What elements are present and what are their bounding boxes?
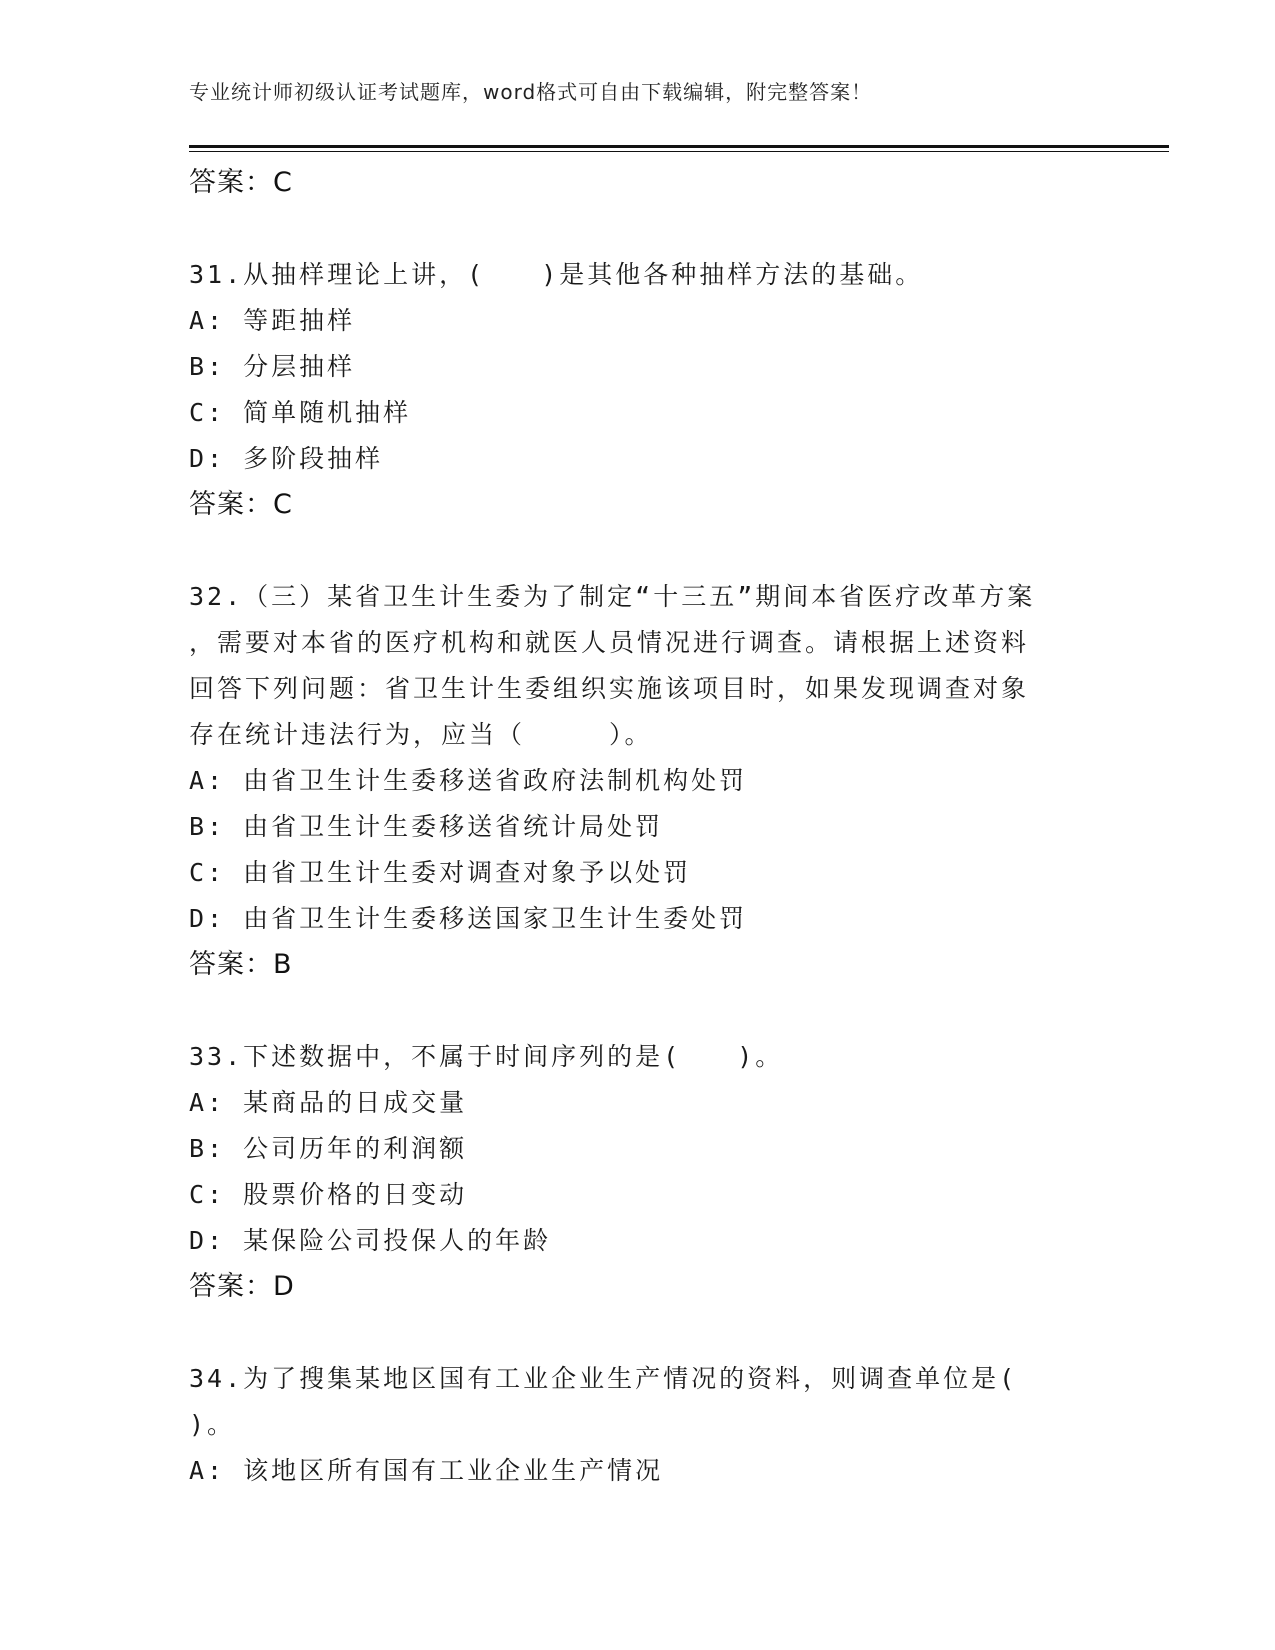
question-text-line-4: 存在统计违法行为，应当（ ）。 xyxy=(189,720,653,749)
header-rule-thin xyxy=(189,151,1169,152)
option-a: A: 等距抽样 xyxy=(189,306,356,335)
spacer xyxy=(189,528,1089,574)
document-content xyxy=(189,160,1089,1494)
spacer xyxy=(189,206,1089,252)
option-d: D: 某保险公司投保人的年龄 xyxy=(189,1226,552,1255)
option-c: C: 股票价格的日变动 xyxy=(189,1180,468,1209)
previous-answer: 答案：C xyxy=(189,167,293,198)
spacer xyxy=(189,988,1089,1034)
option-d: D: 多阶段抽样 xyxy=(189,444,384,473)
question-32 xyxy=(189,574,1089,988)
answer: 答案：C xyxy=(189,489,293,520)
question-text-line-1: 32.（三）某省卫生计生委为了制定“十三五”期间本省医疗改革方案 xyxy=(189,582,1036,611)
option-b: B: 由省卫生计生委移送省统计局处罚 xyxy=(189,812,664,841)
question-33 xyxy=(189,1034,1089,1310)
question-text: 31.从抽样理论上讲，( )是其他各种抽样方法的基础。 xyxy=(189,260,924,289)
answer: 答案：D xyxy=(189,1271,295,1302)
option-b: B: 公司历年的利润额 xyxy=(189,1134,468,1163)
option-d: D: 由省卫生计生委移送国家卫生计生委处罚 xyxy=(189,904,748,933)
option-c: C: 简单随机抽样 xyxy=(189,398,412,427)
page-header: 专业统计师初级认证考试题库，word格式可自由下载编辑，附完整答案！ xyxy=(189,80,873,104)
spacer xyxy=(189,1310,1089,1356)
question-31 xyxy=(189,252,1089,528)
option-b: B: 分层抽样 xyxy=(189,352,356,381)
question-34 xyxy=(189,1356,1089,1494)
option-a: A: 某商品的日成交量 xyxy=(189,1088,468,1117)
option-c: C: 由省卫生计生委对调查对象予以处罚 xyxy=(189,858,692,887)
question-text-line-2: ，需要对本省的医疗机构和就医人员情况进行调查。请根据上述资料 xyxy=(189,628,1030,657)
question-text: 33.下述数据中，不属于时间序列的是( )。 xyxy=(189,1042,784,1071)
option-a: A: 由省卫生计生委移送省政府法制机构处罚 xyxy=(189,766,748,795)
question-text-line-1: 34.为了搜集某地区国有工业企业生产情况的资料，则调查单位是( xyxy=(189,1364,1018,1393)
option-a: A: 该地区所有国有工业企业生产情况 xyxy=(189,1456,664,1485)
question-text-line-2: )。 xyxy=(189,1410,236,1439)
question-text-line-3: 回答下列问题：省卫生计生委组织实施该项目时，如果发现调查对象 xyxy=(189,674,1030,703)
answer: 答案：B xyxy=(189,949,293,980)
header-rule-thick xyxy=(189,145,1169,148)
